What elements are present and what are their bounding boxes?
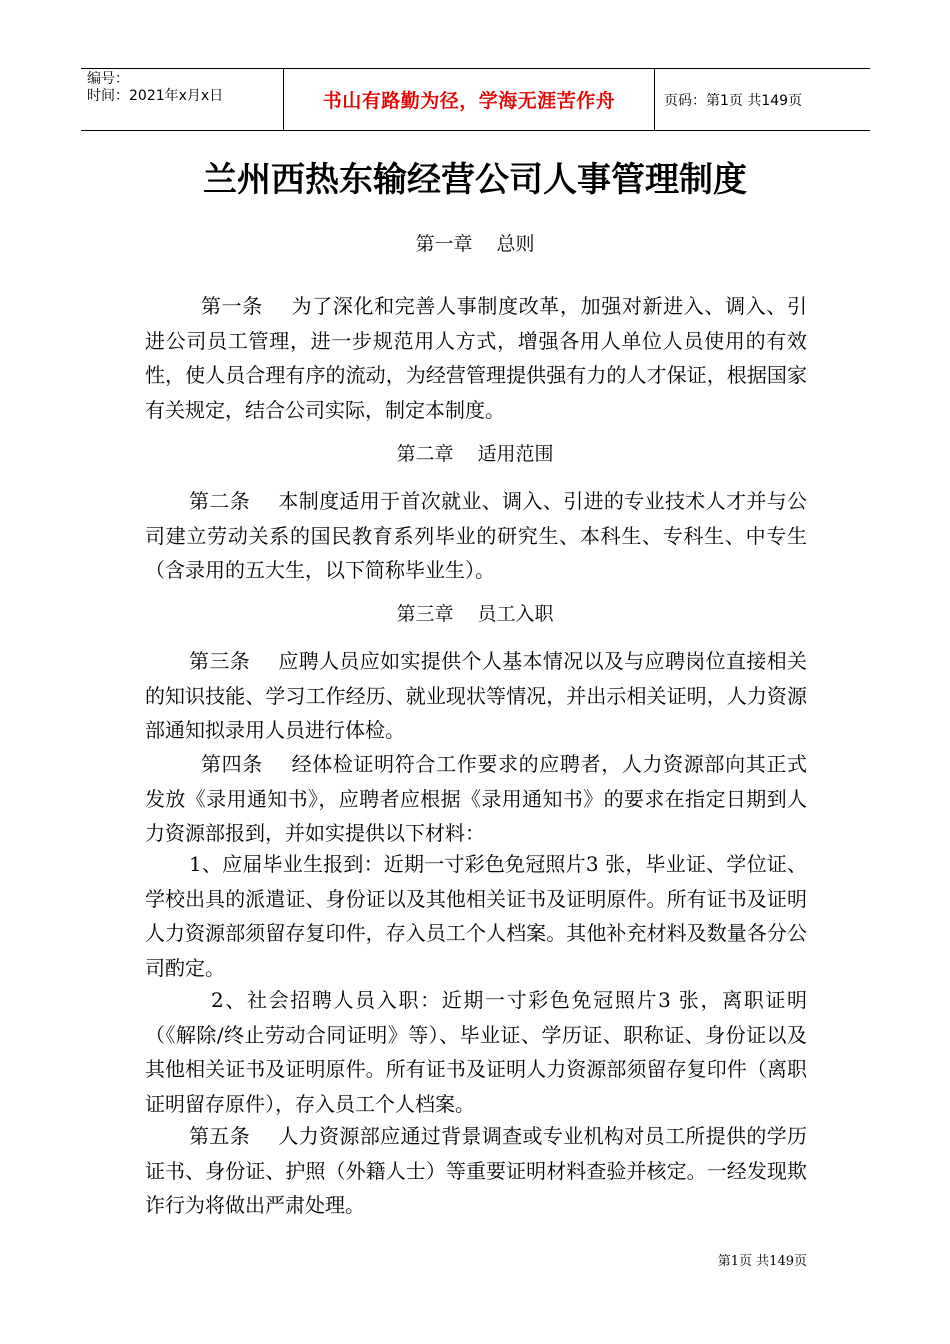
article-3: [145, 644, 807, 748]
chapter-name: 总则: [496, 233, 535, 255]
document-number-label: 编号：: [87, 71, 129, 87]
chapter-name: 适用范围: [477, 443, 554, 465]
article-label: 第一条: [201, 294, 263, 318]
chapter-heading-2: [0, 441, 950, 467]
article-2: [145, 484, 807, 588]
article-4-item-2: [145, 983, 807, 1121]
document-title: 兰州西热东输经营公司人事管理制度: [203, 160, 747, 200]
article-4: [145, 747, 807, 851]
article-text: 本制度适用于首次就业、调入、引进的专业技术人才并与公司建立劳动关系的国民教育系列毕业的研究生、本科生、专科生、中专生（含录用的五大生，以下简称毕业生）。: [145, 489, 808, 582]
article-1: [145, 289, 807, 427]
article-text: 人力资源部应通过背景调查或专业机构对员工所提供的学历证书、身份证、护照（外籍人士）等重要证明材料查验并核定。一经发现欺诈行为将做出严肃处理。: [145, 1124, 808, 1217]
article-5: [145, 1119, 807, 1223]
article-label: 第五条: [189, 1124, 251, 1148]
article-text: 经体检证明符合工作要求的应聘者，人力资源部向其正式发放《录用通知书》，应聘者应根据《录用通知书》的要求在指定日期到人力资源部报到，并如实提供以下材料：: [145, 752, 808, 845]
header-page-cell: [655, 69, 870, 130]
article-4-item-1: [145, 847, 807, 985]
chapter-heading-1: [0, 231, 950, 257]
article-text: 为了深化和完善人事制度改革，加强对新进入、调入、引进公司员工管理，进一步规范用人方式，增强各用人单位人员使用的有效性，使人员合理有序的流动，为经营管理提供强有力的人才保证，根据国家有关规定，结合公司实际，制定本制度。: [145, 294, 808, 422]
header-motto: 书山有路勤为径，学海无涯苦作舟: [322, 90, 616, 112]
chapter-number: 第三章: [396, 603, 454, 625]
header-meta: [81, 69, 283, 130]
item-text: 2、社会招聘人员入职：近期一寸彩色免冠照片3 张，离职证明（《解除/终止劳动合同证明》等）、毕业证、学历证、职称证、身份证以及其他相关证书及证明原件。所有证书及证明人力资源部须留存复印件（离职证明留存原件），存入员工个人档案。: [145, 988, 807, 1116]
header-page-info: 页码：第1页 共149页: [664, 92, 803, 109]
page-header: [81, 68, 870, 131]
header-motto-cell: [283, 69, 655, 130]
chapter-heading-3: [0, 601, 950, 627]
page-footer: 第1页 共149页: [717, 1254, 807, 1269]
chapter-name: 员工入职: [477, 603, 554, 625]
article-label: 第二条: [189, 489, 251, 513]
article-label: 第四条: [201, 752, 263, 776]
document-date: 时间：2021年x月x日: [87, 88, 224, 104]
article-text: 应聘人员应如实提供个人基本情况以及与应聘岗位直接相关的知识技能、学习工作经历、就业现状等情况，并出示相关证明，人力资源部通知拟录用人员进行体检。: [145, 649, 808, 742]
article-label: 第三条: [189, 649, 251, 673]
item-text: 1、应届毕业生报到：近期一寸彩色免冠照片3 张，毕业证、学位证、学校出具的派遣证、身份证以及其他相关证书及证明原件。所有证书及证明人力资源部须留存复印件，存入员工个人档案。其他补充材料及数量各分公司酌定。: [145, 852, 807, 980]
chapter-number: 第一章: [415, 233, 473, 255]
chapter-number: 第二章: [396, 443, 454, 465]
